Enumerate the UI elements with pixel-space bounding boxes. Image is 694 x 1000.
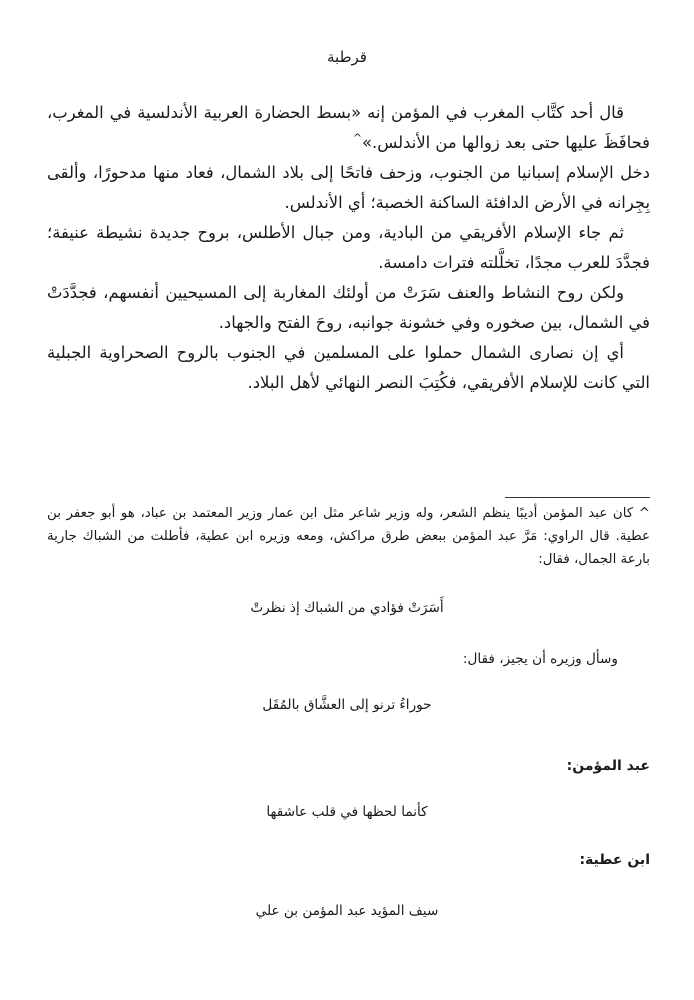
speaker-ibn-atiyya: ابن عطية: bbox=[579, 852, 650, 868]
footnote-text: كان عبد المؤمن أديبًا ينظم الشعر، وله وزير شاعر مثل ابن عمار وزير المعتمد بن عباد، هو أبو جعفر بن عطية. قال الراوي: مَرَّ عبد المؤمن ببعض طرق مراكش، ومعه وزيره ابن عطية، فأطلت من الشباك جارية بارعة الجمال، فقال: bbox=[47, 506, 650, 567]
page-title: قرطبة bbox=[327, 48, 367, 66]
paragraph-1 bbox=[47, 98, 650, 158]
verse-line-4: سيف المؤيد عبد المؤمن بن علي bbox=[255, 903, 439, 919]
footnote-paragraph bbox=[47, 502, 650, 571]
footnote-line-2: وسأل وزيره أن يجيز، فقال: bbox=[462, 651, 618, 667]
paragraph-4: ولكن روح النشاط والعنف سَرَتْ من أولئك المغاربة إلى المسيحيين أنفسهم، فجدَّدَتْ في الشمال، بين صخوره وفي خشونة جوانبه، روحَ الفتح والجهاد. bbox=[47, 283, 650, 332]
speaker-abd-al-mumin: عبد المؤمن: bbox=[566, 758, 650, 774]
paragraph-3: ثم جاء الإسلام الأفريقي من البادية، ومن جبال الأطلس، بروح جديدة نشيطة عنيفة؛ فجدَّدَ للعرب مجدًا، تخلَّلته فترات دامسة. bbox=[47, 223, 650, 272]
verse-line-3: كأنما لحظها في قلب عاشقها bbox=[266, 804, 428, 820]
footnote-divider bbox=[505, 497, 650, 498]
footnote-reference[interactable]: ^ bbox=[352, 131, 363, 145]
footnote-marker: ^ bbox=[638, 506, 650, 521]
footnote bbox=[47, 502, 650, 571]
paragraph-1-text: قال أحد كتَّاب المغرب في المؤمن إنه «بسط الحضارة العربية الأندلسية في المغرب، فحافَظَ عليها حتى بعد زوالها من الأندلس.» bbox=[47, 103, 650, 152]
paragraph-2: دخل الإسلام إسبانيا من الجنوب، وزحف فاتحًا إلى بلاد الشمال، فعاد منها مدحورًا، وألقى بِجِرانه في الأرض الدافئة الساكنة الخصبة؛ أي الأندلس. bbox=[47, 163, 650, 212]
verse-line-1: أَسَرَتْ فؤادي من الشباك إذ نظرتْ bbox=[250, 600, 444, 616]
verse-line-2: حوراءُ ترنو إلى العشَّاق بالمُقَل bbox=[262, 697, 432, 713]
paragraph-5: أي إن نصارى الشمال حملوا على المسلمين في الجنوب بالروح الصحراوية الجبلية التي كانت للإسلام الأفريقي، فكُتِبَ النصر النهائي لأهل البلاد. bbox=[47, 343, 650, 392]
main-text bbox=[47, 98, 650, 398]
